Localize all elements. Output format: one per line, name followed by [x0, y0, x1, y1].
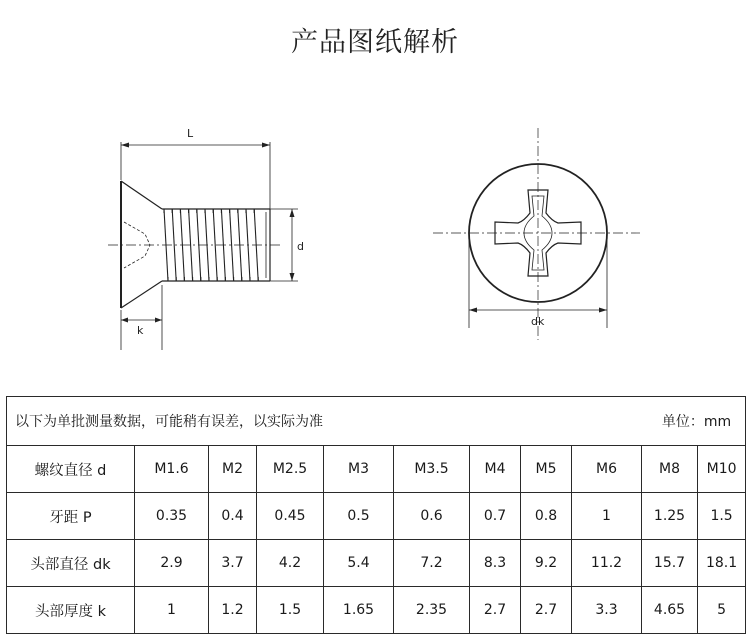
table-cell: 18.1	[698, 540, 746, 587]
table-cell: 5.4	[324, 540, 394, 587]
table-cell: M10	[698, 446, 746, 493]
table-cell: M4	[470, 446, 521, 493]
pitch-row	[7, 493, 746, 540]
table-cell: 11.2	[572, 540, 642, 587]
table-cell: 0.4	[209, 493, 257, 540]
table-cell: M2	[209, 446, 257, 493]
table-cell: 3.3	[572, 587, 642, 634]
table-cell: 0.5	[324, 493, 394, 540]
table-cell: M6	[572, 446, 642, 493]
table-cell: M3	[324, 446, 394, 493]
table-cell: 5	[698, 587, 746, 634]
table-cell: 0.35	[135, 493, 209, 540]
table-cell: 1.65	[324, 587, 394, 634]
table-cell: M1.6	[135, 446, 209, 493]
table-note-cell	[7, 397, 746, 446]
label-diameter-d: d	[297, 240, 304, 253]
table-cell: 0.45	[257, 493, 324, 540]
table-cell: 2.7	[470, 587, 521, 634]
table-cell: 8.3	[470, 540, 521, 587]
table-cell: 4.2	[257, 540, 324, 587]
label-head-height-k: k	[137, 324, 144, 337]
table-cell: 2.7	[521, 587, 572, 634]
table-cell: M2.5	[257, 446, 324, 493]
side-view	[108, 142, 298, 350]
table-cell: 1.2	[209, 587, 257, 634]
table-cell: 4.65	[642, 587, 698, 634]
table-cell: 1	[135, 587, 209, 634]
table-cell: 7.2	[394, 540, 470, 587]
top-view	[433, 128, 640, 340]
table-cell: 1.5	[698, 493, 746, 540]
table-cell: M5	[521, 446, 572, 493]
table-cell: 1.25	[642, 493, 698, 540]
table-cell: 0.8	[521, 493, 572, 540]
row-label: 牙距 P	[7, 493, 135, 540]
table-note-row	[7, 397, 746, 446]
table-cell: 1	[572, 493, 642, 540]
spec-table	[6, 396, 746, 634]
label-head-diameter-dk: dk	[531, 315, 545, 328]
table-cell: 0.6	[394, 493, 470, 540]
table-cell: 2.9	[135, 540, 209, 587]
table-cell: M8	[642, 446, 698, 493]
head-height-row	[7, 587, 746, 634]
row-label: 头部直径 dk	[7, 540, 135, 587]
row-label: 头部厚度 k	[7, 587, 135, 634]
table-cell: 2.35	[394, 587, 470, 634]
table-cell: 1.5	[257, 587, 324, 634]
table-cell: 3.7	[209, 540, 257, 587]
measurement-note: 以下为单批测量数据，可能稍有误差，以实际为准	[15, 414, 323, 430]
table-cell: 15.7	[642, 540, 698, 587]
row-label: 螺纹直径 d	[7, 446, 135, 493]
table-cell: M3.5	[394, 446, 470, 493]
head-diameter-row	[7, 540, 746, 587]
table-cell: 0.7	[470, 493, 521, 540]
thread-diameter-row	[7, 446, 746, 493]
label-length-L: L	[187, 127, 194, 140]
unit-label: 单位：mm	[661, 414, 732, 430]
page-title: 产品图纸解析	[291, 27, 459, 58]
table-cell: 9.2	[521, 540, 572, 587]
